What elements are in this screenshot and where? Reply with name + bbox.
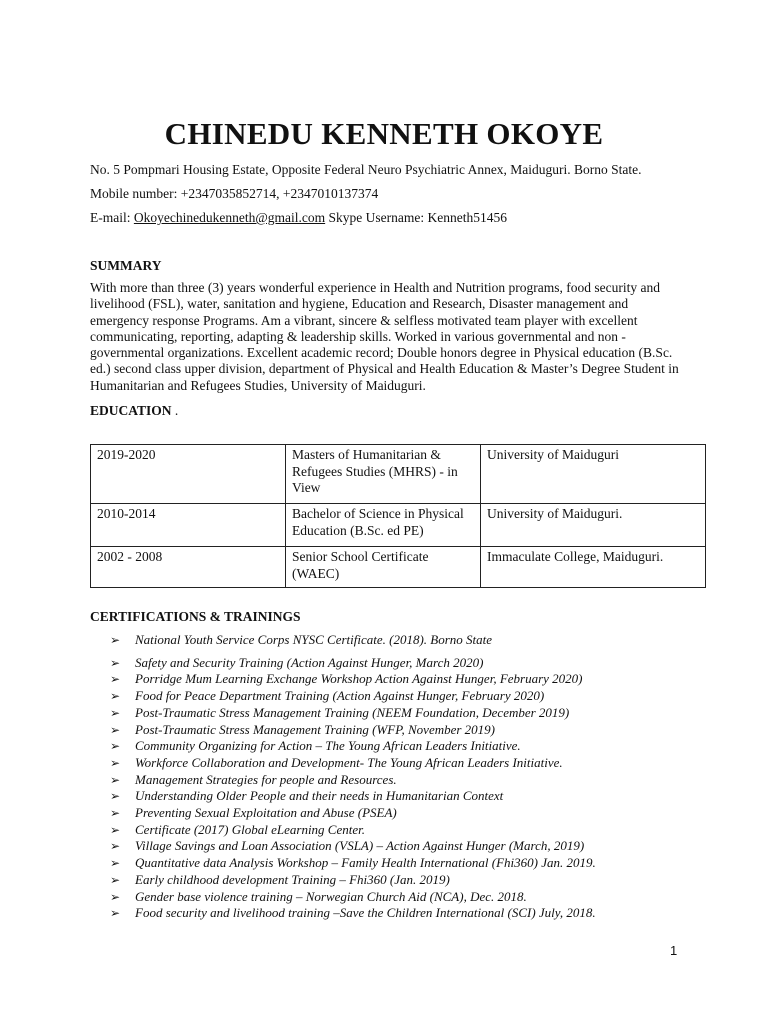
arrow-bullet-icon: ➢: [110, 906, 121, 921]
certification-text: Food security and livelihood training –Save the Children International (SCI) July, 2018.: [135, 905, 596, 921]
arrow-bullet-icon: ➢: [110, 655, 121, 670]
certification-text: Safety and Security Training (Action Against Hunger, March 2020): [135, 654, 484, 670]
table-row: [91, 445, 706, 504]
arrow-bullet-icon: ➢: [110, 839, 121, 854]
table-row: [91, 504, 706, 547]
education-years: 2010-2014: [91, 504, 286, 547]
skype-username: Skype Username: Kenneth51456: [325, 210, 507, 225]
arrow-bullet-icon: ➢: [110, 755, 121, 770]
email-line: [90, 210, 507, 226]
list-item: [110, 889, 730, 906]
certification-text: Village Savings and Loan Association (VSLA) – Action Against Hunger (March, 2019): [135, 838, 585, 854]
arrow-bullet-icon: ➢: [110, 856, 121, 871]
education-table: [90, 444, 706, 588]
education-institution: University of Maiduguri.: [481, 504, 706, 547]
email-link[interactable]: Okoyechinedukenneth@gmail.com: [133, 210, 326, 225]
list-item: [110, 788, 730, 805]
education-degree: Bachelor of Science in Physical Education (B.Sc. ed PE): [286, 504, 481, 547]
list-item: [110, 671, 730, 688]
certification-text: Gender base violence training – Norwegian Church Aid (NCA), Dec. 2018.: [135, 888, 527, 904]
table-row: [91, 547, 706, 588]
education-degree: Senior School Certificate (WAEC): [286, 547, 481, 588]
certification-text: Preventing Sexual Exploitation and Abuse (PSEA): [135, 805, 397, 821]
candidate-name: CHINEDU KENNETH OKOYE: [164, 116, 604, 151]
arrow-bullet-icon: ➢: [110, 722, 121, 737]
list-item: [110, 905, 730, 922]
education-institution: Immaculate College, Maiduguri.: [481, 547, 706, 588]
list-item: [110, 632, 730, 649]
arrow-bullet-icon: ➢: [110, 889, 121, 904]
address-line: No. 5 Pompmari Housing Estate, Opposite Federal Neuro Psychiatric Annex, Maiduguri. Borno State.: [90, 162, 642, 177]
list-item: [110, 705, 730, 722]
summary-heading: SUMMARY: [90, 258, 162, 273]
mobile-line: Mobile number: +2347035852714, +2347010137374: [90, 186, 379, 201]
certification-text: Early childhood development Training – Fhi360 (Jan. 2019): [135, 871, 450, 887]
arrow-bullet-icon: ➢: [110, 772, 121, 787]
education-years: 2002 - 2008: [91, 547, 286, 588]
summary-text: With more than three (3) years wonderful experience in Health and Nutrition programs, food security and livelihood (FSL), water, sanitation and hygiene, Education and Research, Disaster management and emergency response Programs. Am a vibrant, sincere & selfless motivated team player with excellent communicating, reporting, adapting & leadership skills. Worked in various governmental and non - governmental organizations. Excellent academic record; Double honors degree in Physical education (B.Sc. ed.) second class upper division, department of Physical and Health Education & Master’s Degree Student in Humanitarian and Refugees Studies, University of Maiduguri.: [90, 280, 679, 393]
arrow-bullet-icon: ➢: [110, 739, 121, 754]
arrow-bullet-icon: ➢: [110, 789, 121, 804]
list-item: [110, 822, 730, 839]
arrow-bullet-icon: ➢: [110, 633, 121, 647]
list-item: [110, 872, 730, 889]
list-item: [110, 838, 730, 855]
list-item: [110, 755, 730, 772]
list-item: [110, 805, 730, 822]
email-label: E-mail:: [90, 210, 134, 225]
education-heading-suffix: .: [171, 403, 179, 418]
list-item: [110, 722, 730, 739]
certification-text: Community Organizing for Action – The Young African Leaders Initiative.: [135, 738, 521, 754]
arrow-bullet-icon: ➢: [110, 689, 121, 704]
certification-text: Food for Peace Department Training (Action Against Hunger, February 2020): [135, 688, 545, 704]
page-number: 1: [670, 943, 678, 958]
certification-text: Porridge Mum Learning Exchange Workshop Action Against Hunger, February 2020): [135, 671, 583, 687]
list-item: [110, 688, 730, 705]
certification-text: Understanding Older People and their needs in Humanitarian Context: [135, 788, 504, 804]
education-institution: University of Maiduguri: [481, 445, 706, 504]
arrow-bullet-icon: ➢: [110, 672, 121, 687]
arrow-bullet-icon: ➢: [110, 806, 121, 821]
arrow-bullet-icon: ➢: [110, 822, 121, 837]
education-degree: Masters of Humanitarian & Refugees Studies (MHRS) - in View: [286, 445, 481, 504]
list-item: [110, 655, 730, 672]
list-item: [110, 772, 730, 789]
certification-text: National Youth Service Corps NYSC Certificate. (2018). Borno State: [135, 632, 493, 647]
arrow-bullet-icon: ➢: [110, 872, 121, 887]
certifications-heading: CERTIFICATIONS & TRAININGS: [90, 609, 301, 624]
list-item: [110, 738, 730, 755]
certification-text: Certificate (2017) Global eLearning Center.: [135, 821, 366, 837]
certification-text: Post-Traumatic Stress Management Training (WFP, November 2019): [135, 721, 496, 737]
education-heading-line: [90, 403, 178, 419]
certification-text: Management Strategies for people and Resources.: [135, 771, 397, 787]
education-heading: EDUCATION: [90, 403, 172, 418]
certification-text: Post-Traumatic Stress Management Training (NEEM Foundation, December 2019): [135, 704, 570, 720]
certification-text: Quantitative data Analysis Workshop – Family Health International (Fhi360) Jan. 2019.: [135, 855, 596, 871]
arrow-bullet-icon: ➢: [110, 705, 121, 720]
list-item: [110, 855, 730, 872]
certification-text: Workforce Collaboration and Development- The Young African Leaders Initiative.: [135, 754, 563, 770]
certifications-list: [110, 632, 730, 922]
education-years: 2019-2020: [91, 445, 286, 504]
